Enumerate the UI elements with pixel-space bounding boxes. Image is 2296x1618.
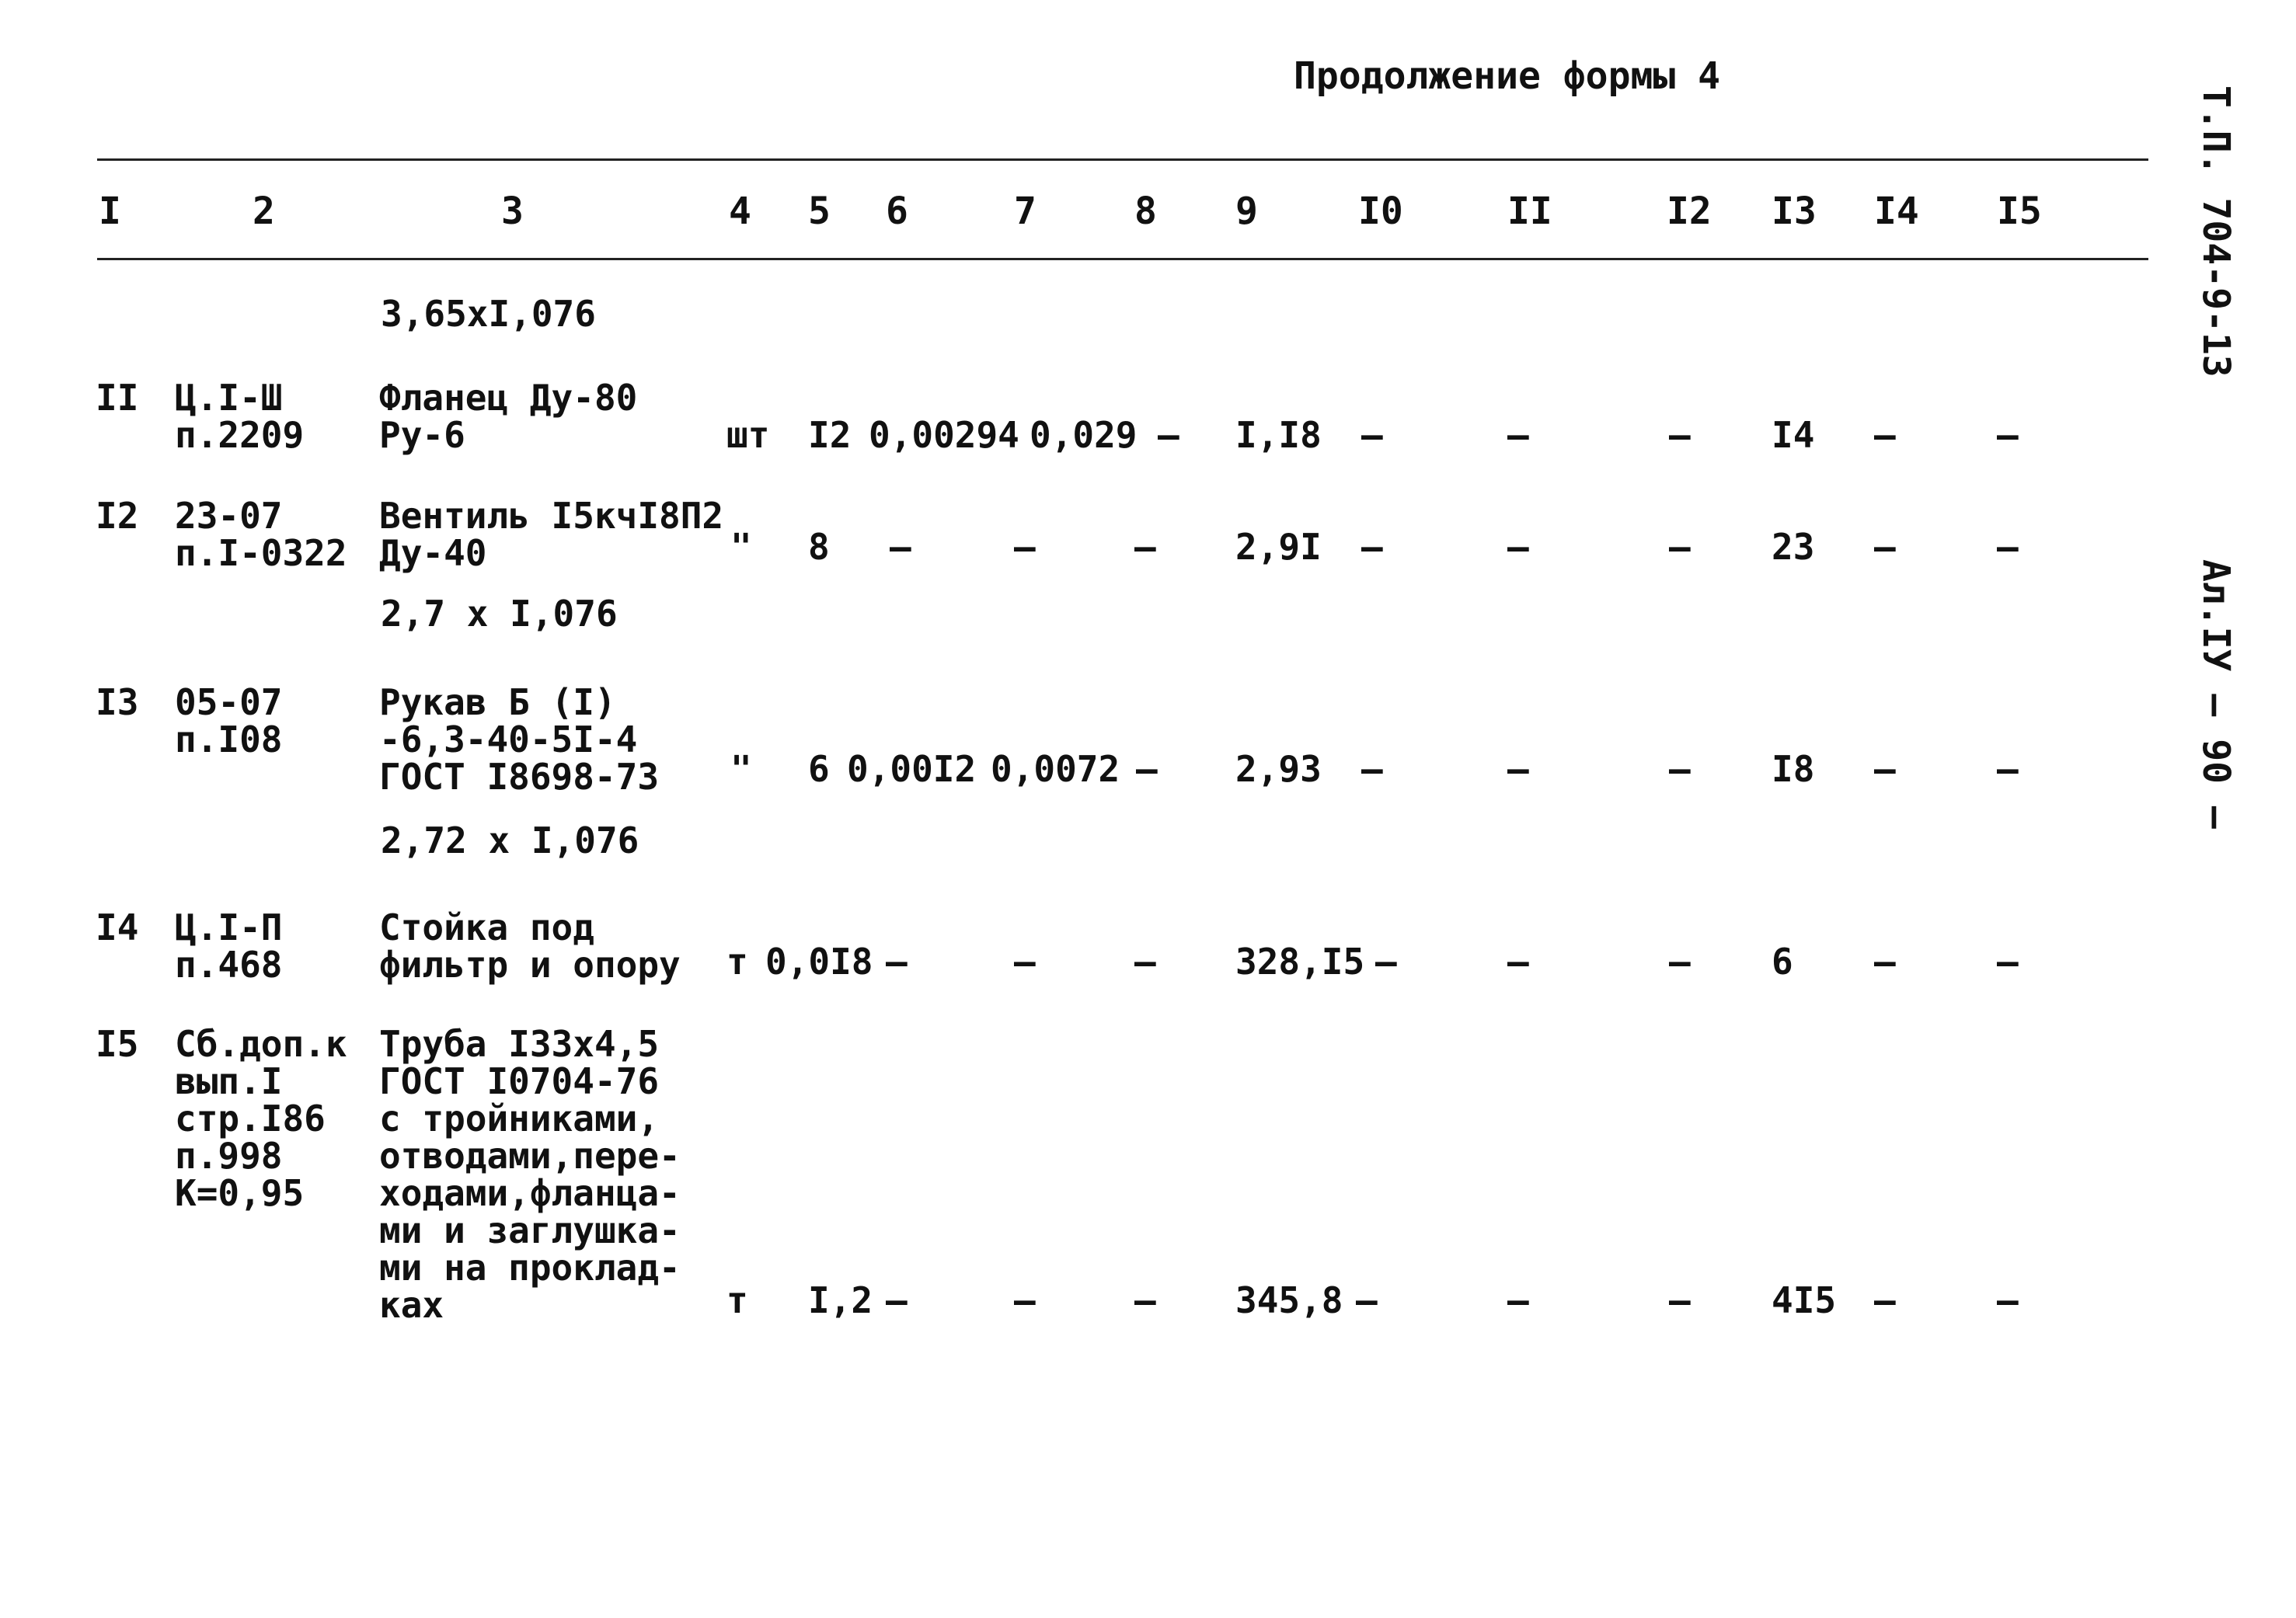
row-col13: 23 [1772, 526, 1815, 568]
row-number: I3 [96, 681, 139, 723]
row-col5: 0,0I8 [765, 941, 873, 983]
row-col5: I2 [808, 414, 852, 456]
row-col14: – [1874, 941, 1896, 983]
row-col8: – [1134, 526, 1156, 568]
row-number: II [96, 377, 139, 419]
row-col14: – [1874, 748, 1896, 790]
side-code: Т.П. 704-9-13 [2194, 85, 2238, 378]
row-col12: – [1669, 941, 1691, 983]
row-reference: 23-07 п.I-0322 [175, 495, 347, 574]
row-col8: – [1136, 748, 1158, 790]
row-reference: 05-07 п.I08 [175, 681, 283, 760]
row-col7: 0,029 [1030, 414, 1138, 456]
row-col7: 0,0072 [991, 748, 1120, 790]
row-number: I4 [96, 906, 139, 948]
row-reference: Ц.I-Ш п.2209 [175, 377, 305, 456]
column-header: 9 [1235, 190, 1258, 233]
row-unit: т [726, 1279, 748, 1321]
row-col6: 0,00294 [869, 414, 1019, 456]
row-col12: – [1669, 526, 1691, 568]
row-col15: – [1997, 1279, 2019, 1321]
column-header: I2 [1667, 190, 1712, 233]
row-col13: 4I5 [1772, 1279, 1837, 1321]
row-unit: шт [726, 414, 770, 456]
side-album: Ал.IУ — 90 — [2194, 559, 2238, 829]
row-description: Фланец Ду-80 Ру-6 [379, 377, 638, 456]
page-header: Продолжение формы 4 [1294, 54, 1721, 98]
row-col14: – [1874, 1279, 1896, 1321]
row-description: 3,65xI,076 [381, 293, 596, 335]
row-col12: – [1669, 414, 1691, 456]
row-col5: 6 [808, 748, 830, 790]
row-col13: I8 [1772, 748, 1815, 790]
row-col6: – [886, 1279, 908, 1321]
column-header: I [99, 190, 121, 233]
row-col13: 6 [1772, 941, 1793, 983]
row-unit: " [730, 526, 752, 568]
row-col8: – [1158, 414, 1179, 456]
row-description-formula: 2,7 x I,076 [381, 593, 618, 635]
row-col15: – [1997, 941, 2019, 983]
row-col15: – [1997, 748, 2019, 790]
row-col7: – [1014, 526, 1036, 568]
row-col13: I4 [1772, 414, 1815, 456]
column-header: I5 [1997, 190, 2042, 233]
row-col8: – [1134, 941, 1156, 983]
row-col8: – [1134, 1279, 1156, 1321]
row-reference: Ц.I-П п.468 [175, 906, 283, 986]
header-top-rule [97, 158, 2148, 161]
column-header: I0 [1358, 190, 1403, 233]
row-number: I5 [96, 1023, 139, 1065]
row-col14: – [1874, 414, 1896, 456]
row-col12: – [1669, 1279, 1691, 1321]
row-description: Труба I33x4,5 ГОСТ I0704-76 с тройниками, отводами,пере- ходами,фланца- ми и заглушка- ми на проклад- ках [379, 1023, 681, 1326]
row-unit: " [730, 748, 752, 790]
row-col11: – [1507, 748, 1529, 790]
column-header: I4 [1874, 190, 1919, 233]
row-description: Рукав Б (I) -6,3-40-5I-4 ГОСТ I8698-73 [379, 681, 660, 798]
row-col9: 345,8 [1235, 1279, 1343, 1321]
row-col5: 8 [808, 526, 830, 568]
row-col6: 0,00I2 [847, 748, 977, 790]
row-description: Вентиль I5кчI8П2 Ду-40 [379, 495, 724, 574]
row-description-formula: 2,72 x I,076 [381, 819, 639, 861]
row-number: I2 [96, 495, 139, 537]
row-col9: I,I8 [1235, 414, 1322, 456]
row-unit: т [726, 941, 748, 983]
row-col11: – [1507, 1279, 1529, 1321]
row-col10: – [1356, 1279, 1378, 1321]
column-header: 3 [501, 190, 524, 233]
column-header: 2 [253, 190, 275, 233]
column-header: II [1507, 190, 1552, 233]
column-header: 7 [1014, 190, 1037, 233]
row-col6: – [890, 526, 911, 568]
row-col5: I,2 [808, 1279, 873, 1321]
column-header: 5 [808, 190, 831, 233]
row-col11: – [1507, 526, 1529, 568]
row-col12: – [1669, 748, 1691, 790]
column-header: 4 [729, 190, 751, 233]
row-description: Стойка под фильтр и опору [379, 906, 681, 986]
header-bottom-rule [97, 258, 2148, 260]
row-col9: 2,93 [1235, 748, 1322, 790]
row-col9: 2,9I [1235, 526, 1322, 568]
row-col11: – [1507, 941, 1529, 983]
row-col6: – [886, 941, 908, 983]
row-col9: 328,I5 [1235, 941, 1365, 983]
row-col10: – [1361, 526, 1383, 568]
row-col11: – [1507, 414, 1529, 456]
row-col15: – [1997, 526, 2019, 568]
row-col10: – [1361, 414, 1383, 456]
row-col14: – [1874, 526, 1896, 568]
row-col10: – [1375, 941, 1397, 983]
column-header: I3 [1772, 190, 1817, 233]
column-header: 8 [1134, 190, 1157, 233]
row-col15: – [1997, 414, 2019, 456]
row-col7: – [1014, 1279, 1036, 1321]
row-reference: Сб.доп.к вып.I стр.I86 п.998 К=0,95 [175, 1023, 347, 1214]
column-header: 6 [886, 190, 908, 233]
row-col7: – [1014, 941, 1036, 983]
row-col10: – [1361, 748, 1383, 790]
